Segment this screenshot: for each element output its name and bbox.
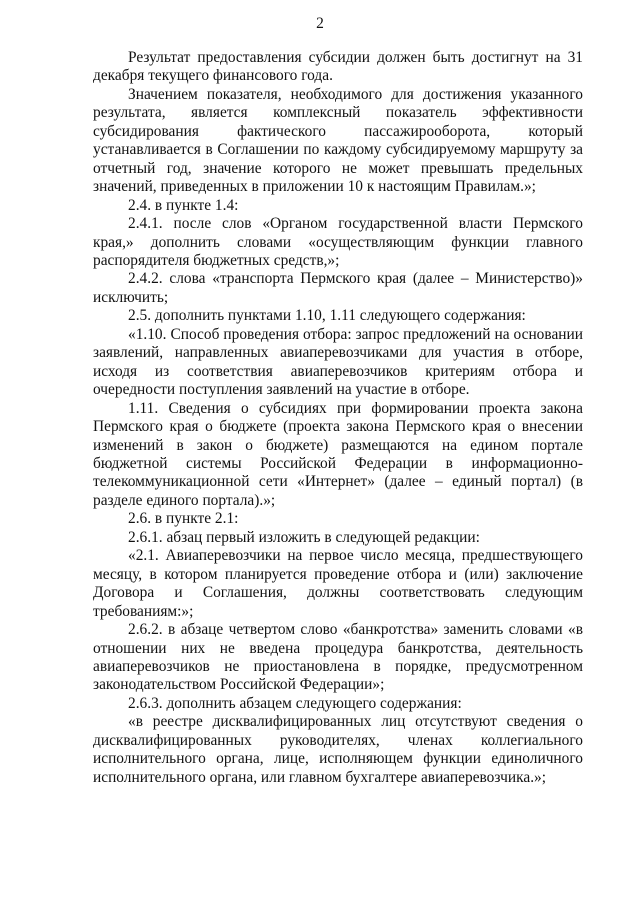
document-body — [93, 49, 583, 787]
page-number: 2 — [316, 15, 324, 32]
paragraph-item-2-4: 2.4. в пункте 1.4: — [128, 196, 239, 214]
paragraph-item-2-6-3: 2.6.3. дополнить абзацем следующего содержания: — [128, 694, 462, 712]
paragraph-item-2-5: 2.5. дополнить пунктами 1.10, 1.11 следующего содержания: — [128, 307, 526, 325]
paragraph-item-1-11: 1.11. Сведения о субсидиях при формировании проекта закона Пермского края о бюджете (проекта закона Пермского края о внесении изменений в закон о бюджете) размещаются на едином портале бюджетной системы Российской Федерации в информационно-телекоммуникационной сети «Интернет» (далее – единый портал) (в разделе единого портала).»; — [93, 399, 583, 509]
paragraph-indicator-value: Значением показателя, необходимого для достижения указанного результата, является комплексный показатель эффективности субсидирования фактического пассажирооборота, который устанавливается в Соглашении по каждому субсидируемому маршруту за отчетный год, значение которого не может превышать предельных значений, приведенных в приложении 10 к настоящим Правилам.»; — [93, 85, 583, 196]
paragraph-disqualified-registry: «в реестре дисквалифицированных лиц отсутствуют сведения о дисквалифицированных руководителях, членах коллегиального исполнительного органа, лице, исполняющем функции единоличного исполнительного органа, или главном бухгалтере авиаперевозчика.»; — [93, 713, 583, 786]
paragraph-item-2-6-2: 2.6.2. в абзаце четвертом слово «банкротства» заменить словами «в отношении них не введена процедура банкротства, деятельность авиаперевозчиков не приостановлена в порядке, предусмотренном законодательством Российской Федерации»; — [93, 621, 583, 694]
paragraph-item-1-10: «1.10. Способ проведения отбора: запрос предложений на основании заявлений, направленных авиаперевозчиками для участия в отборе, исходя из соответствия авиаперевозчиков критериям отбора и очередности поступления заявлений на участие в отборе. — [93, 325, 583, 399]
paragraph-item-2-6-1: 2.6.1. абзац первый изложить в следующей редакции: — [128, 528, 480, 546]
paragraph-result-deadline: Результат предоставления субсидии должен быть достигнут на 31 декабря текущего финансового года. — [93, 49, 583, 85]
paragraph-item-2-4-2: 2.4.2. слова «транспорта Пермского края (далее – Министерство)» исключить; — [93, 270, 583, 306]
paragraph-item-2-1-quote: «2.1. Авиаперевозчики на первое число месяца, предшествующего месяцу, в котором планируется проведение отбора и (или) заключение Договора и Соглашения, должны соответствовать следующим требованиям:»; — [93, 547, 583, 620]
paragraph-item-2-4-1: 2.4.1. после слов «Органом государственной власти Пермского края,» дополнить словами «осуществляющим функции главного распорядителя бюджетных средств,»; — [93, 215, 583, 269]
paragraph-item-2-6: 2.6. в пункте 2.1: — [128, 510, 239, 528]
